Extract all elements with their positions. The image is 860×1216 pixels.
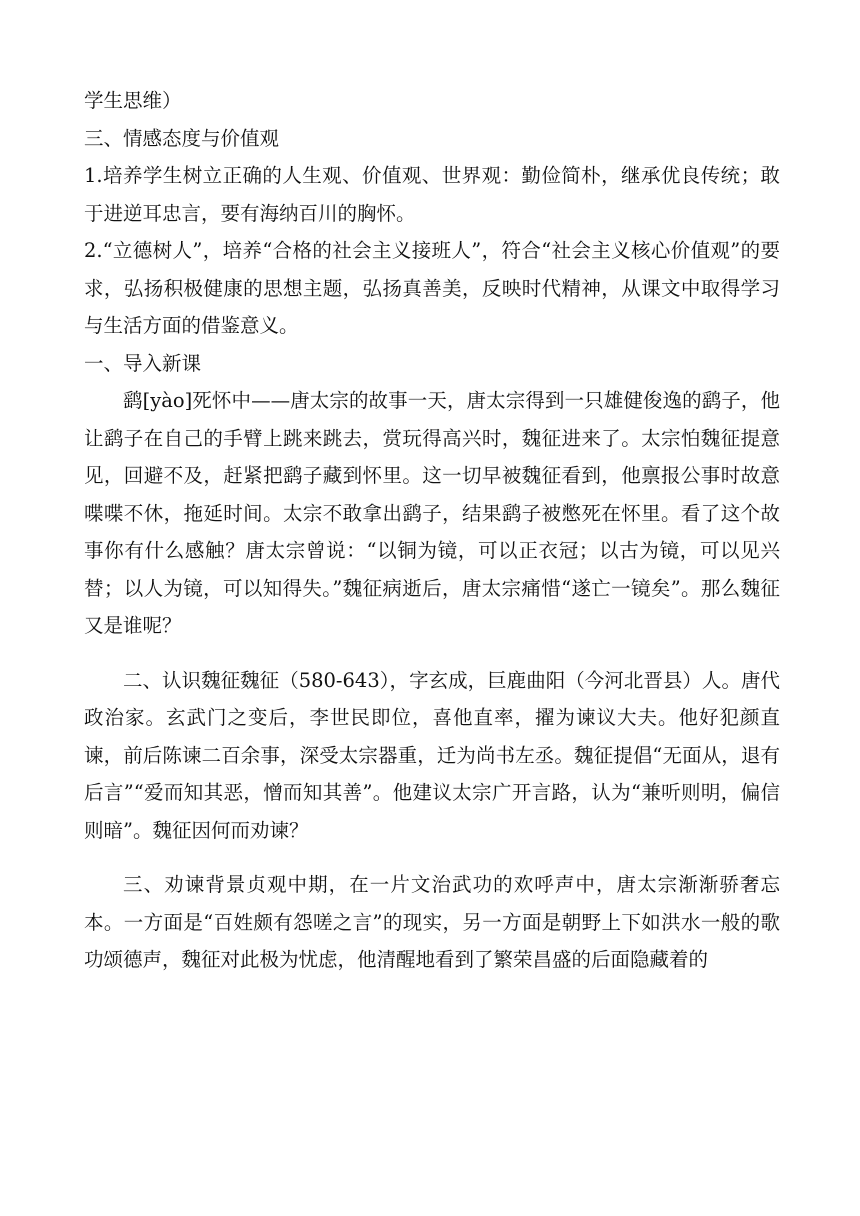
paragraph-continuation: 学生思维） — [84, 89, 182, 112]
paragraph-background: 三、劝谏背景贞观中期，在一片文治武功的欢呼声中，唐太宗渐渐骄奢忘本。一方面是“百姓颇有怨嗟之言”的现实，另一方面是朝野上下如洪水一般的歌功颂德声，魏征对此极为忧虑，他清醒地看到了繁荣昌盛的后面隐藏着的 — [84, 873, 780, 971]
paragraph-story: 鹞[yào]死怀中——唐太宗的故事一天，唐太宗得到一只雄健俊逸的鹞子，他让鹞子在自己的手臂上跳来跳去，赏玩得高兴时，魏征进来了。太宗怕魏征提意见，回避不及，赶紧把鹞子藏到怀里。这一切早被魏征看到，他禀报公事时故意喋喋不休，拖延时间。太宗不敢拿出鹞子，结果鹞子被憋死在怀里。看了这个故事你有什么感触？唐太宗曾说：“以铜为镜，可以正衣冠；以古为镜，可以见兴替；以人为镜，可以知得失。”魏征病逝后，唐太宗痛惜“遂亡一镜矣”。那么魏征又是谁呢？ — [84, 389, 780, 637]
section-heading-emotion-values: 三、情感态度与价值观 — [84, 126, 280, 150]
document-page — [84, 82, 780, 979]
section-heading-introduction: 一、导入新课 — [84, 351, 202, 375]
paragraph-goal-2: 2.“立德树人”，培养“合格的社会主义接班人”，符合“社会主义核心价值观”的要求，弘扬积极健康的思想主题，弘扬真善美，反映时代精神，从课文中取得学习与生活方面的借鉴意义。 — [84, 239, 780, 337]
paragraph-about-weizheng: 二、认识魏征魏征（580-643），字玄成，巨鹿曲阳（今河北晋县）人。唐代政治家。玄武门之变后，李世民即位，喜他直率，擢为谏议大夫。他好犯颜直谏，前后陈谏二百余事，深受太宗器重，迁为尚书左丞。魏征提倡“无面从，退有后言”“爱而知其恶，憎而知其善”。他建议太宗广开言路，认为“兼听则明，偏信则暗”。魏征因何而劝谏？ — [84, 668, 780, 842]
paragraph-goal-1: 1.培养学生树立正确的人生观、价值观、世界观：勤俭简朴，继承优良传统；敢于进逆耳忠言，要有海纳百川的胸怀。 — [84, 164, 780, 225]
